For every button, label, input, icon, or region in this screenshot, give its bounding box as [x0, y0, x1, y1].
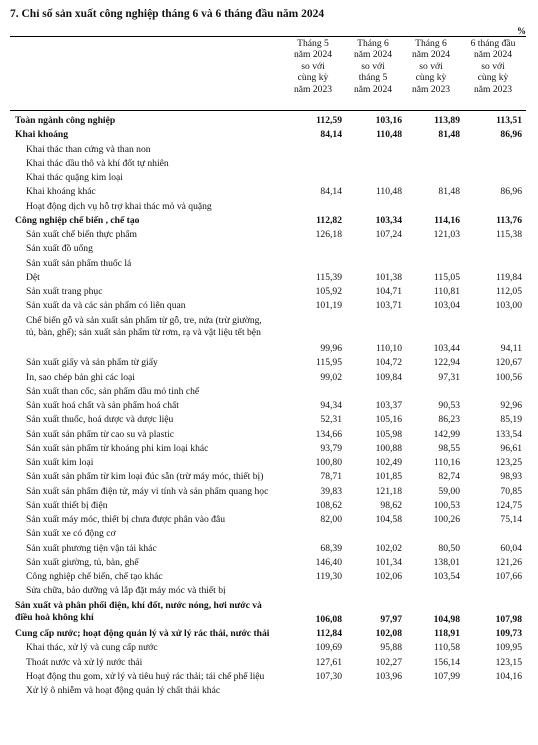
- row-value-col-2: 97,97: [380, 613, 402, 625]
- row-label: In, sao chép bản ghi các loại: [26, 371, 135, 383]
- row-value-col-2: 110,48: [375, 186, 402, 198]
- row-label: Sản xuất sản phẩm điện tử, máy vi tính và sản phẩm quang học: [26, 485, 269, 497]
- row-value-col-3: 59,00: [438, 485, 460, 497]
- row-value-col-2: 103,34: [375, 214, 402, 226]
- row-label: Sản xuất thuốc, hoá dược và dược liệu: [26, 414, 174, 426]
- row-value-col-4: 123,25: [495, 457, 522, 468]
- row-value-col-2: 102,49: [375, 457, 402, 468]
- row-label: Sản xuất than cốc, sản phẩm dầu mỏ tinh chế: [26, 385, 200, 397]
- table-row: [0, 685, 538, 699]
- row-value-col-4: 96,61: [500, 442, 522, 454]
- table-row: [0, 315, 538, 358]
- row-value-col-4: 123,15: [495, 656, 522, 668]
- row-value-col-4: 107,66: [495, 571, 522, 582]
- row-label: Sản xuất sản phẩm từ khoáng phi kim loại khác: [26, 442, 209, 454]
- row-label: Sản xuất trang phục: [26, 286, 103, 297]
- row-label: Cung cấp nước; hoạt động quản lý và xử lý rác thải, nước thải: [15, 628, 270, 639]
- table-row: [0, 386, 538, 400]
- table-row: [0, 357, 538, 371]
- row-value-col-3: 107,99: [433, 670, 460, 682]
- row-value-col-2: 101,38: [375, 271, 402, 283]
- table-body: [0, 115, 538, 699]
- row-value-col-4: 113,76: [496, 214, 522, 226]
- header-bottom-rule: [10, 110, 526, 111]
- row-value-col-1: 126,18: [315, 229, 342, 240]
- row-value-col-1: 115,95: [315, 357, 342, 369]
- row-label: Sản xuất thiết bị điện: [26, 499, 108, 511]
- row-value-col-4: 133,54: [495, 428, 522, 440]
- row-value-col-4: 92,96: [500, 400, 522, 411]
- row-value-col-3: 156,14: [433, 656, 460, 668]
- row-value-col-1: 78,71: [320, 471, 342, 483]
- row-value-col-2: 121,18: [375, 485, 402, 497]
- table-row: [0, 457, 538, 471]
- row-label: Sản xuất da và các sản phẩm có liên quan: [26, 300, 186, 312]
- row-value-col-4: 100,56: [495, 371, 522, 383]
- column-header-1: Tháng 5 năm 2024 so với cùng kỳ năm 2023: [293, 38, 333, 95]
- row-value-col-1: 93,79: [320, 442, 342, 454]
- row-value-col-4: 109,73: [495, 628, 522, 639]
- row-value-col-1: 105,92: [315, 286, 342, 297]
- row-label: Thoát nước và xử lý nước thải: [26, 656, 143, 668]
- row-value-col-3: 138,01: [433, 556, 460, 568]
- row-label: Công nghiệp chế biến , chế tạo: [15, 214, 140, 226]
- row-value-col-1: 134,66: [315, 428, 342, 440]
- row-value-col-1: 112,82: [316, 214, 342, 226]
- row-value-col-1: 101,19: [315, 300, 342, 312]
- row-value-col-1: 112,59: [316, 115, 342, 126]
- table-row: [0, 528, 538, 542]
- row-value-col-3: 122,94: [433, 357, 460, 369]
- table-row: [0, 215, 538, 229]
- row-value-col-1: 68,39: [320, 542, 342, 554]
- row-value-col-1: 119,30: [315, 571, 342, 582]
- row-value-col-2: 101,34: [375, 556, 402, 568]
- row-label: Sản xuất máy móc, thiết bị chưa được phân vào đâu: [26, 514, 226, 525]
- row-value-col-2: 104,58: [375, 514, 402, 525]
- table-row: [0, 144, 538, 158]
- row-value-col-3: 114,16: [434, 214, 460, 226]
- row-value-col-4: 112,05: [495, 286, 522, 297]
- table-row: [0, 400, 538, 414]
- row-value-col-1: 146,40: [315, 556, 342, 568]
- row-value-col-4: 98,93: [500, 471, 522, 483]
- row-value-col-2: 103,37: [375, 400, 402, 411]
- table-row: [0, 628, 538, 642]
- row-label: Chế biến gỗ và sản xuất sản phẩm từ gỗ, tre, nứa (trừ giường, tủ, bàn, ghế); sản xuất sản phẩm từ rơm, rạ và vật liệu tết bện: [26, 314, 262, 338]
- row-label: Công nghiệp chế biến, chế tạo khác: [26, 571, 163, 582]
- row-value-col-2: 95,88: [380, 642, 402, 654]
- table-row: [0, 272, 538, 286]
- row-label: Khai khoáng: [15, 129, 69, 141]
- row-value-col-2: 103,96: [375, 670, 402, 682]
- column-header-4: 6 tháng đầu năm 2024 so với cùng kỳ năm 2023: [470, 38, 516, 95]
- row-label: Khai thác than cứng và than non: [26, 143, 151, 155]
- row-value-col-3: 104,98: [433, 613, 460, 625]
- table-row: [0, 585, 538, 599]
- row-value-col-2: 103,16: [375, 115, 402, 126]
- table-row: [0, 514, 538, 528]
- table-row: [0, 115, 538, 129]
- row-label: Sản xuất giấy và sản phẩm từ giấy: [26, 357, 158, 369]
- table-row: [0, 243, 538, 257]
- row-value-col-4: 70,85: [500, 485, 522, 497]
- row-value-col-3: 110,16: [433, 457, 460, 468]
- table-row: [0, 429, 538, 443]
- row-value-col-4: 85,19: [500, 414, 522, 426]
- row-value-col-1: 109,69: [315, 642, 342, 654]
- row-label: Dệt: [26, 271, 40, 283]
- row-label: Sản xuất giường, tủ, bàn, ghế: [26, 556, 139, 568]
- table-row: [0, 600, 538, 629]
- table-row: [0, 300, 538, 314]
- row-value-col-2: 101,85: [375, 471, 402, 483]
- table-row: [0, 229, 538, 243]
- row-value-col-3: 86,23: [438, 414, 460, 426]
- row-label: Hoạt động dịch vụ hỗ trợ khai thác mỏ và quặng: [26, 200, 212, 212]
- row-value-col-4: 75,14: [500, 514, 522, 525]
- row-value-col-3: 100,26: [433, 514, 460, 525]
- table-row: [0, 186, 538, 200]
- row-label: Sản xuất và phân phối điện, khí đốt, nước nóng, hơi nước và điều hoà không khí: [15, 599, 262, 623]
- row-label: Sản xuất phương tiện vận tải khác: [26, 542, 157, 554]
- row-value-col-3: 113,89: [434, 115, 460, 126]
- row-value-col-2: 102,27: [375, 656, 402, 668]
- table-row: [0, 657, 538, 671]
- table-row: [0, 201, 538, 215]
- row-value-col-3: 110,81: [433, 286, 460, 297]
- row-value-col-4: 124,75: [495, 499, 522, 511]
- row-label: Sản xuất sản phẩm từ kim loại đúc sẵn (trừ máy móc, thiết bị): [26, 471, 264, 483]
- table-row: [0, 372, 538, 386]
- row-value-col-3: 98,55: [438, 442, 460, 454]
- row-value-col-2: 105,16: [375, 414, 402, 426]
- row-value-col-3: 103,04: [433, 300, 460, 312]
- row-value-col-2: 107,24: [375, 229, 402, 240]
- row-value-col-3: 90,53: [438, 400, 460, 411]
- row-label: Sản xuất chế biến thực phẩm: [26, 229, 137, 240]
- row-value-col-1: 99,96: [320, 343, 342, 354]
- table-row: [0, 129, 538, 143]
- row-value-col-3: 115,05: [433, 271, 460, 283]
- row-value-col-2: 100,88: [375, 442, 402, 454]
- row-value-col-4: 103,00: [495, 300, 522, 312]
- row-label: Xử lý ô nhiễm và hoạt động quản lý chất thải khác: [26, 685, 221, 696]
- column-header-2: Tháng 6 năm 2024 so với tháng 5 năm 2024: [353, 38, 393, 95]
- column-headers: [0, 38, 538, 108]
- row-value-col-4: 86,96: [500, 129, 522, 141]
- row-label: Khai thác quặng kim loại: [26, 172, 123, 183]
- row-value-col-2: 109,84: [375, 371, 402, 383]
- row-value-col-4: 104,16: [495, 670, 522, 682]
- row-label: Toàn ngành công nghiệp: [15, 115, 116, 126]
- row-value-col-1: 106,08: [315, 613, 342, 625]
- row-value-col-4: 94,11: [500, 343, 522, 354]
- table-row: [0, 500, 538, 514]
- row-value-col-1: 82,00: [320, 514, 342, 525]
- row-value-col-2: 104,72: [375, 357, 402, 369]
- row-value-col-1: 84,14: [320, 129, 342, 141]
- row-value-col-2: 110,48: [376, 129, 402, 141]
- row-value-col-2: 102,02: [375, 542, 402, 554]
- row-value-col-3: 118,91: [434, 628, 460, 639]
- table-row: [0, 486, 538, 500]
- row-value-col-3: 81,48: [438, 129, 460, 141]
- row-value-col-3: 82,74: [438, 471, 460, 483]
- row-value-col-1: 108,62: [315, 499, 342, 511]
- table-row: [0, 414, 538, 428]
- row-value-col-3: 121,03: [433, 229, 460, 240]
- row-value-col-3: 80,50: [438, 542, 460, 554]
- row-value-col-4: 113,51: [496, 115, 522, 126]
- row-value-col-4: 121,26: [495, 556, 522, 568]
- table-row: [0, 543, 538, 557]
- row-value-col-1: 115,39: [315, 271, 342, 283]
- row-label: Sản xuất kim loại: [26, 457, 94, 468]
- table-row: [0, 443, 538, 457]
- table-row: [0, 172, 538, 186]
- row-label: Sửa chữa, bảo dưỡng và lắp đặt máy móc và thiết bị: [26, 585, 226, 597]
- row-value-col-2: 102,06: [375, 571, 402, 582]
- row-value-col-1: 100,80: [315, 457, 342, 468]
- row-value-col-4: 119,84: [495, 271, 522, 283]
- row-label: Sản xuất xe có động cơ: [26, 528, 116, 540]
- column-header-3: Tháng 6 năm 2024 so với cùng kỳ năm 2023: [411, 38, 451, 95]
- table-row: [0, 642, 538, 656]
- row-value-col-3: 81,48: [438, 186, 460, 198]
- table-title: 7. Chỉ số sản xuất công nghiệp tháng 6 và 6 tháng đầu năm 2024: [10, 8, 325, 20]
- row-value-col-1: 99,02: [320, 371, 342, 383]
- header-top-rule: [10, 36, 526, 37]
- row-value-col-2: 105,98: [375, 428, 402, 440]
- row-value-col-4: 107,98: [495, 613, 522, 625]
- row-value-col-3: 103,44: [433, 343, 460, 354]
- table-row: [0, 258, 538, 272]
- row-value-col-1: 39,83: [320, 485, 342, 497]
- row-label: Sản xuất sản phẩm thuốc lá: [26, 257, 132, 269]
- row-label: Khai thác dầu thô và khí đốt tự nhiên: [26, 157, 169, 169]
- row-value-col-2: 102,08: [375, 628, 402, 639]
- row-value-col-3: 142,99: [433, 428, 460, 440]
- row-value-col-2: 103,71: [375, 300, 402, 312]
- table-row: [0, 571, 538, 585]
- row-value-col-2: 110,10: [375, 343, 402, 354]
- row-label: Hoạt động thu gom, xử lý và tiêu huỷ rác thải; tái chế phế liệu: [26, 670, 265, 682]
- row-value-col-4: 115,38: [495, 229, 522, 240]
- table-row: [0, 286, 538, 300]
- unit-label: %: [517, 26, 526, 36]
- row-value-col-3: 100,53: [433, 499, 460, 511]
- table-row: [0, 158, 538, 172]
- row-value-col-4: 109,95: [495, 642, 522, 654]
- row-value-col-2: 104,71: [375, 286, 402, 297]
- table-row: [0, 557, 538, 571]
- row-value-col-1: 127,61: [315, 656, 342, 668]
- row-label: Khai thác, xử lý và cung cấp nước: [26, 642, 158, 654]
- table-row: [0, 671, 538, 685]
- row-value-col-2: 98,62: [380, 499, 402, 511]
- row-label: Sản xuất đồ uống: [26, 243, 93, 255]
- row-value-col-3: 103,54: [433, 571, 460, 582]
- row-label: Sản xuất hoá chất và sản phẩm hoá chất: [26, 400, 179, 411]
- row-label: Khai khoáng khác: [26, 186, 96, 198]
- row-value-col-3: 110,58: [433, 642, 460, 654]
- table-row: [0, 471, 538, 485]
- row-value-col-1: 112,84: [316, 628, 342, 639]
- row-value-col-4: 60,04: [500, 542, 522, 554]
- row-value-col-3: 97,31: [438, 371, 460, 383]
- row-value-col-1: 52,31: [320, 414, 342, 426]
- row-label: Sản xuất sản phẩm từ cao su và plastic: [26, 428, 175, 440]
- row-value-col-4: 86,96: [500, 186, 522, 198]
- row-value-col-1: 107,30: [315, 670, 342, 682]
- row-value-col-1: 94,34: [320, 400, 342, 411]
- row-value-col-1: 84,14: [320, 186, 342, 198]
- row-value-col-4: 120,67: [495, 357, 522, 369]
